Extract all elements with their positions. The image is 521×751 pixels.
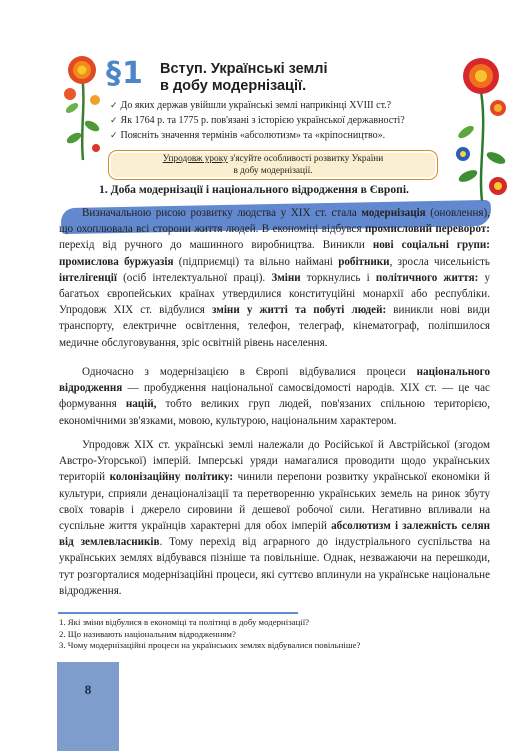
text-run: виникли нові види транспорту, електричне освітлення, телефон, телеграф, кінематограф, поліпшилося медичне обслуговування, зріс освітній рівень населення. bbox=[59, 304, 490, 349]
section-heading: 1. Доба модернізації і національного відродження в Європі. bbox=[99, 183, 409, 196]
key-term: колонізаційну політику: bbox=[109, 471, 234, 484]
text-run: Упродовж XIX ст. українські землі належали до Російської й Австрійської (згодом Австро-Угорської) імперій. Імперські уряди намагалися проводити щодо українських територій bbox=[59, 439, 490, 484]
warmup-question: ✓ До яких держав увійшли українські землі наприкінці XVIII ст.? bbox=[110, 100, 392, 111]
key-term: нові соціальні групи: промислова буржуазія bbox=[59, 239, 490, 268]
checkmark-icon: ✓ bbox=[110, 101, 118, 111]
section-number: §1 bbox=[106, 56, 144, 91]
warmup-question: ✓ Як 1764 р. та 1775 р. пов'язані з історією української державності? bbox=[110, 114, 405, 126]
key-term: промисловий переворот: bbox=[364, 223, 490, 236]
text-run: Визначальною рисою розвитку людства у XIX ст. стала bbox=[82, 207, 362, 219]
text-run: (осіб інтелектуальної праці). bbox=[116, 271, 272, 284]
review-question: 3. Чому модернізаційні процеси на українських землях відбувалися повільніше? bbox=[59, 640, 361, 650]
key-term: модернізація bbox=[361, 207, 426, 219]
text-run: чинили перепони розвитку української економіки й культури, сприяли денаціоналізації та перетворенню українських земель на ринок збуту своїх товарів і джерело сировини й дешевої робочої сили. Негативно впливали на суспільне життя українців характерні для обох імперій bbox=[59, 471, 490, 533]
paragraph-2 bbox=[59, 364, 490, 429]
text-run: торкнулись і bbox=[300, 271, 376, 284]
checkmark-icon: ✓ bbox=[110, 130, 118, 141]
text-run: у багатьох європейських країнах утвердилися конституційні монархії або республіки. Упродовж XIX ст. відбулися bbox=[59, 271, 490, 317]
page-number-strip bbox=[57, 662, 119, 751]
text-run: (оновлення), що охоплювала всі сторони життя людей. В економіці відбувся bbox=[59, 207, 490, 236]
paragraph-3 bbox=[59, 437, 490, 599]
floral-ornament-left bbox=[60, 50, 106, 162]
paragraph-1 bbox=[59, 205, 490, 351]
page-title bbox=[160, 61, 420, 95]
text-run: . Тому перехід від аграрного до індустріального суспільства на українських землях відбувався пізніше та повільніше. Однак, незважаючи на перешкоди, тут розгорталися модернізаційні процеси, які суттєво вплинули на українське національне відродження. bbox=[59, 536, 490, 597]
lesson-goal-text: Упродовж уроку з'ясуйте особливості розвитку України в добу модернізації. bbox=[162, 154, 384, 176]
key-term: інтелігенції bbox=[59, 271, 117, 284]
lesson-goal-link[interactable]: Упродовж уроку bbox=[162, 154, 228, 164]
checkmark-icon: ✓ bbox=[110, 115, 118, 126]
review-questions bbox=[59, 617, 489, 652]
text-run: тобто великих груп людей, пов'язаних спільною територією, економічними зв'язками, мовою, культурою, національним характером. bbox=[59, 398, 490, 427]
text-run: (підприємці) та вільно наймані bbox=[173, 255, 339, 268]
floral-ornament-right bbox=[448, 46, 514, 206]
text-run: , зросла чисельність bbox=[389, 255, 490, 268]
review-question: 1. Які зміни відбулися в економіці та політиці в добу модернізації? bbox=[59, 617, 310, 627]
key-term: націй, bbox=[125, 398, 157, 411]
key-term: Зміни bbox=[271, 271, 301, 284]
page-number: 8 bbox=[84, 682, 92, 697]
text-run: перехід від ручного до машинного виробництва. Виникли bbox=[59, 239, 373, 252]
key-term: політичного життя: bbox=[375, 271, 479, 284]
warmup-question: ✓ Поясніть значення термінів «абсолютизм» та «кріпосництво». bbox=[110, 129, 386, 141]
key-term: національного відродження bbox=[59, 366, 490, 395]
review-question: 2. Що називають національним відродженням? bbox=[59, 628, 236, 639]
key-term: абсолютизм і залежність селян від землевласників bbox=[59, 520, 491, 549]
title-line-2: в добу модернізації. bbox=[160, 78, 307, 94]
warmup-questions bbox=[110, 99, 450, 143]
title-line-1: Вступ. Українські землі bbox=[160, 61, 328, 77]
text-run: Одночасно з модернізацією в Європі відбувалися процеси bbox=[82, 366, 417, 378]
text-run: — пробудження національної самосвідомості народів. XIX ст. — це час формування bbox=[59, 382, 490, 411]
pen-underline-mark bbox=[58, 612, 298, 614]
key-term: робітники bbox=[338, 255, 390, 268]
key-term: зміни у житті та побуті людей: bbox=[211, 304, 387, 317]
